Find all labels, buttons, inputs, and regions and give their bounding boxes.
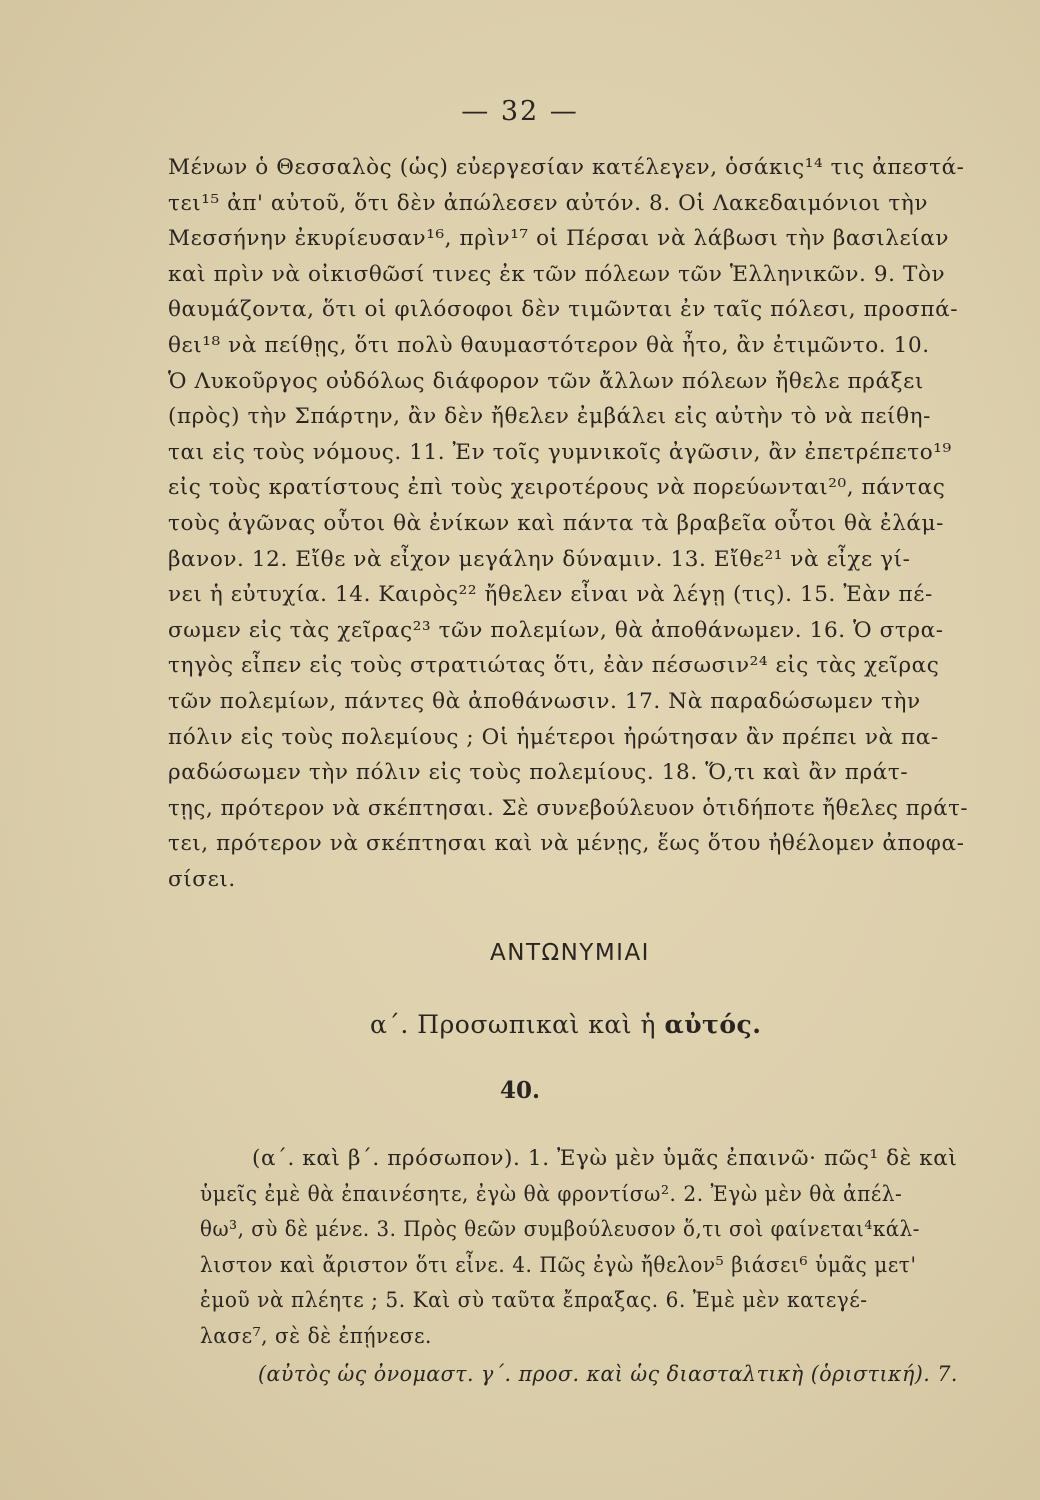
section-heading: ΑΝΤΩΝΥΜΙΑΙ xyxy=(490,940,650,966)
text-line: θω³, σὺ δὲ μένε. 3. Πρὸς θεῶν συμβούλευσον ὅ,τι σοὶ φαίνεται⁴κάλ- xyxy=(200,1217,920,1243)
text-line: τῃς, πρότερον νὰ σκέπτησαι. Σὲ συνεβούλευον ὁτιδήποτε ἤθελες πράτ- xyxy=(168,795,969,821)
text-line: λασε⁷, σὲ δὲ ἐπῄνεσε. xyxy=(200,1323,432,1349)
subheading xyxy=(370,1010,761,1039)
text-line: ραδώσωμεν τὴν πόλιν εἰς τοὺς πολεμίους. 18. Ὅ,τι καὶ ἂν πράτ- xyxy=(168,760,909,786)
subheading-bold-word: αὐτός. xyxy=(664,1010,762,1039)
text-line: τοὺς ἀγῶνας οὗτοι θὰ ἐνίκων καὶ πάντα τὰ βραβεῖα οὗτοι θὰ ἐλάμ- xyxy=(168,510,944,536)
exercise-number: 40. xyxy=(499,1077,540,1104)
text-line: εἰς τοὺς κρατίστους ἐπὶ τοὺς χειροτέρους νὰ πορεύωνται²⁰, πάντας xyxy=(168,475,946,501)
text-line: Ὁ Λυκοῦργος οὐδόλως διάφορον τῶν ἄλλων πόλεων ἤθελε πράξει xyxy=(168,368,924,394)
text-line: (πρὸς) τὴν Σπάρτην, ἂν δὲν ἤθελεν ἐμβάλει εἰς αὐτὴν τὸ νὰ πείθη- xyxy=(168,404,931,430)
text-line: νει ἡ εὐτυχία. 14. Καιρὸς²² ἤθελεν εἶναι νὰ λέγῃ (τις). 15. Ἐὰν πέ- xyxy=(168,582,933,608)
text-line: Μεσσήνην ἐκυρίευσαν¹⁶, πρὶν¹⁷ οἱ Πέρσαι νὰ λάβωσι τὴν βασιλείαν xyxy=(168,226,950,252)
exercise-paragraph-2 xyxy=(200,1141,972,1355)
text-line: τει, πρότερον νὰ σκέπτησαι καὶ νὰ μένῃς, ἕως ὅτου ἠθέλομεν ἀποφα- xyxy=(168,831,965,857)
text-line: βανον. 12. Εἴθε νὰ εἶχον μεγάλην δύναμιν. 13. Εἴθε²¹ νὰ εἶχε γί- xyxy=(168,546,911,572)
exercise-paragraph xyxy=(168,150,968,897)
text-line: τῶν πολεμίων, πάντες θὰ ἀποθάνωσιν. 17. Νὰ παραδώσωμεν τὴν xyxy=(168,688,921,714)
last-text-line: (αὐτὸς ὡς ὀνομαστ. γ΄. προσ. καὶ ὡς διασταλτικὴ (ὁριστική). 7. xyxy=(258,1362,958,1387)
text-line: πόλιν εἰς τοὺς πολεμίους ; Οἱ ἡμέτεροι ἠρώτησαν ἂν πρέπει νὰ πα- xyxy=(168,724,939,750)
text-line: σίσει. xyxy=(168,866,236,892)
text-line: τηγὸς εἶπεν εἰς τοὺς στρατιώτας ὅτι, ἐὰν πέσωσιν²⁴ εἰς τὰς χεῖρας xyxy=(168,653,940,679)
text-line: θει¹⁸ νὰ πείθῃς, ὅτι πολὺ θαυμαστότερον θὰ ἦτο, ἂν ἐτιμῶντο. 10. xyxy=(168,332,930,358)
text-line: Μένων ὁ Θεσσαλὸς (ὡς) εὐεργεσίαν κατέλεγεν, ὁσάκις¹⁴ τις ἀπεστά- xyxy=(168,155,965,180)
text-line: (α΄. καὶ β΄. πρόσωπον). 1. Ἐγὼ μὲν ὑμᾶς ἐπαινῶ· πῶς¹ δὲ καὶ xyxy=(252,1146,958,1171)
subheading-prefix: α΄. Προσωπικαὶ καὶ ἡ xyxy=(370,1010,657,1039)
text-line: θαυμάζοντα, ὅτι οἱ φιλόσοφοι δὲν τιμῶνται ἐν ταῖς πόλεσι, προσπά- xyxy=(168,297,959,323)
text-line: ἐμοῦ νὰ πλέητε ; 5. Καὶ σὺ ταῦτα ἔπραξας. 6. Ἐμὲ μὲν κατεγέ- xyxy=(200,1288,868,1314)
text-line: ται εἰς τοὺς νόμους. 11. Ἐν τοῖς γυμνικοῖς ἀγῶσιν, ἂν ἐπετρέπετο¹⁹ xyxy=(168,439,952,465)
text-line: καὶ πρὶν νὰ οἰκισθῶσί τινες ἐκ τῶν πόλεων τῶν Ἑλληνικῶν. 9. Τὸν xyxy=(168,261,946,287)
text-line: ὑμεῖς ἐμὲ θὰ ἐπαινέσητε, ἐγὼ θὰ φροντίσω². 2. Ἐγὼ μὲν θὰ ἀπέλ- xyxy=(200,1181,903,1207)
page-number: — 32 — xyxy=(461,96,579,127)
text-line: λιστον καὶ ἄριστον ὅτι εἶνε. 4. Πῶς ἐγὼ ἤθελον⁵ βιάσει⁶ ὑμᾶς μετ' xyxy=(200,1252,917,1278)
text-line: σωμεν εἰς τὰς χεῖρας²³ τῶν πολεμίων, θὰ ἀποθάνωμεν. 16. Ὁ στρα- xyxy=(168,617,944,643)
text-line: τει¹⁵ ἀπ' αὐτοῦ, ὅτι δὲν ἀπώλεσεν αὐτόν. 8. Οἱ Λακεδαιμόνιοι τὴν xyxy=(168,190,929,216)
